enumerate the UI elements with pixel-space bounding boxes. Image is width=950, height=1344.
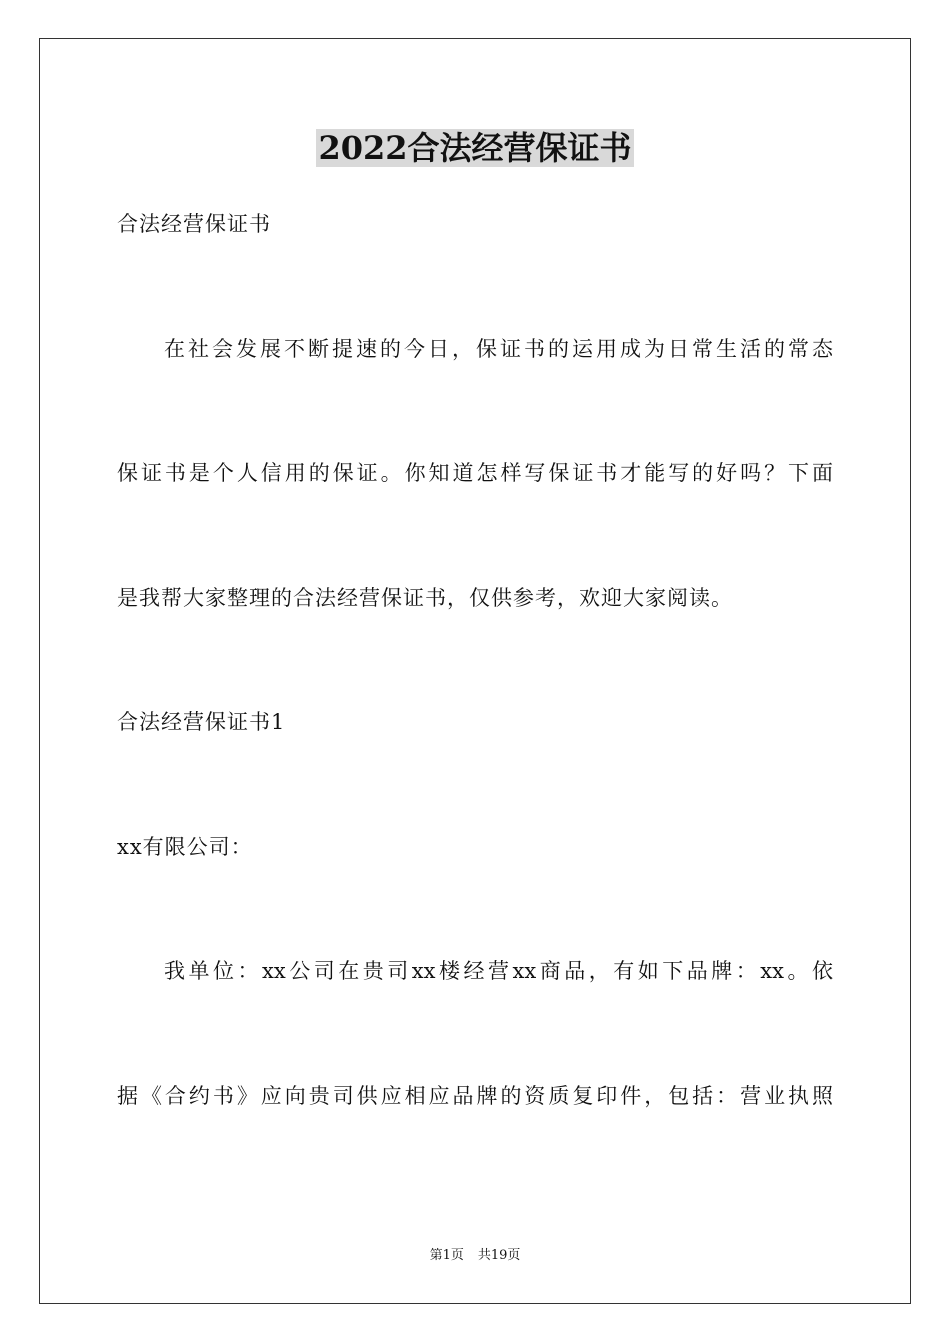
section-heading: 合法经营保证书1 bbox=[117, 710, 286, 734]
document-title bbox=[0, 126, 950, 170]
paragraph-line: 保证书是个人信用的保证。你知道怎样写保证书才能写的好吗？下面 bbox=[117, 461, 833, 485]
paragraph-line: 据《合约书》应向贵司供应相应品牌的资质复印件，包括：营业执照 bbox=[117, 1084, 833, 1108]
section-heading: 合法经营保证书 bbox=[117, 212, 271, 236]
paragraph-line: 我单位：xx公司在贵司xx楼经营xx商品，有如下品牌：xx。依 bbox=[164, 959, 833, 983]
page-footer bbox=[0, 1247, 950, 1265]
page-total: 共19页 bbox=[477, 1248, 521, 1263]
page-number: 第1页 bbox=[429, 1248, 464, 1263]
paragraph-line: 在社会发展不断提速的今日，保证书的运用成为日常生活的常态 bbox=[164, 337, 833, 361]
paragraph-line: 是我帮大家整理的合法经营保证书，仅供参考，欢迎大家阅读。 bbox=[117, 586, 733, 610]
document-title-text: 2022合法经营保证书 bbox=[318, 129, 632, 167]
addressee-line: xx有限公司： bbox=[117, 835, 253, 859]
